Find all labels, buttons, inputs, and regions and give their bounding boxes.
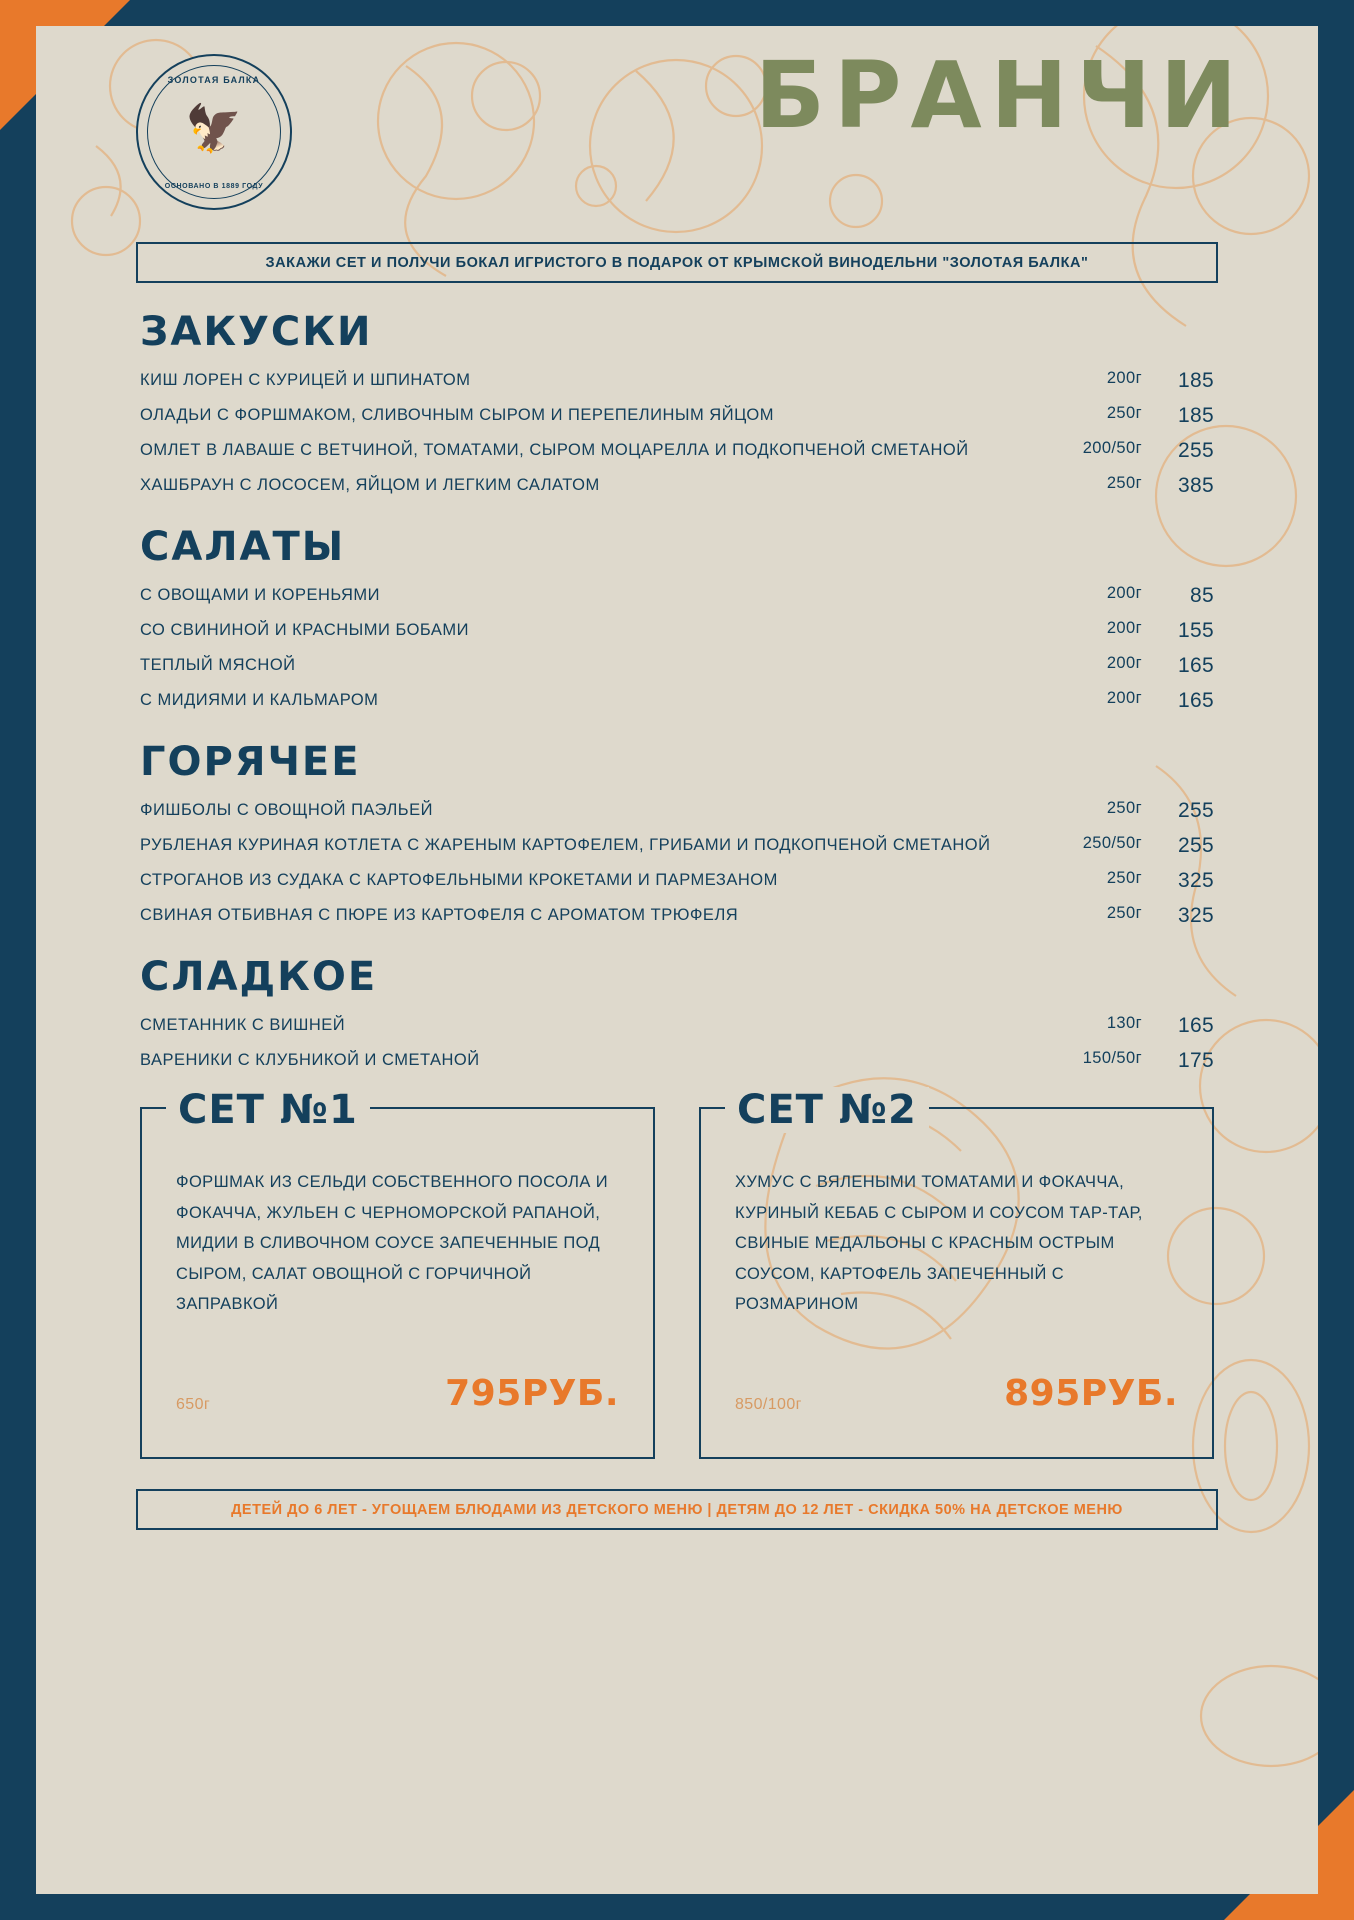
set-footer <box>176 1373 619 1414</box>
menu-row <box>140 689 1214 713</box>
item-weight: 200г <box>1106 689 1142 707</box>
menu-row <box>140 834 1214 858</box>
item-name: СВИНАЯ ОТБИВНАЯ С ПЮРЕ ИЗ КАРТОФЕЛЯ С АРОМАТОМ ТРЮФЕЛЯ <box>140 906 739 924</box>
item-weight: 200г <box>1106 369 1142 387</box>
promo-banner: ЗАКАЖИ СЕТ И ПОЛУЧИ БОКАЛ ИГРИСТОГО В ПОДАРОК ОТ КРЫМСКОЙ ВИНОДЕЛЬНИ "ЗОЛОТАЯ БАЛКА" <box>136 242 1218 283</box>
section-desserts <box>102 954 1252 1073</box>
set-title: СЕТ №1 <box>166 1087 370 1133</box>
item-price: 325 <box>1178 904 1214 927</box>
menu-row <box>140 369 1214 393</box>
item-weight: 250г <box>1106 799 1142 817</box>
item-weight: 130г <box>1106 1014 1142 1032</box>
item-price: 255 <box>1178 834 1214 857</box>
item-price: 165 <box>1178 654 1214 677</box>
item-name: С ОВОЩАМИ И КОРЕНЬЯМИ <box>140 586 381 604</box>
menu-row <box>140 584 1214 608</box>
section-title: ЗАКУСКИ <box>140 309 373 355</box>
item-weight: 200г <box>1106 619 1142 637</box>
section-appetizers <box>102 309 1252 498</box>
item-weight: 200г <box>1106 584 1142 602</box>
item-price: 185 <box>1178 369 1214 392</box>
item-weight: 250г <box>1106 869 1142 887</box>
section-title: СЛАДКОЕ <box>140 954 378 1000</box>
menu-row <box>140 904 1214 928</box>
item-price: 185 <box>1178 404 1214 427</box>
item-price: 255 <box>1178 439 1214 462</box>
item-name: С МИДИЯМИ И КАЛЬМАРОМ <box>140 691 379 709</box>
item-name: ХАШБРАУН С ЛОСОСЕМ, ЯЙЦОМ И ЛЕГКИМ САЛАТОМ <box>140 476 600 494</box>
set-weight: 850/100г <box>735 1396 802 1413</box>
set-description: ФОРШМАК ИЗ СЕЛЬДИ СОБСТВЕННОГО ПОСОЛА И ФОКАЧЧА, ЖУЛЬЕН С ЧЕРНОМОРСКОЙ РАПАНОЙ, МИДИИ В СЛИВОЧНОМ СОУСЕ ЗАПЕЧЕННЫЕ ПОД СЫРОМ, САЛАТ ОВОЩНОЙ С ГОРЧИЧНОЙ ЗАПРАВКОЙ <box>176 1173 609 1314</box>
menu-row <box>140 799 1214 823</box>
item-name: РУБЛЕНАЯ КУРИНАЯ КОТЛЕТА С ЖАРЕНЫМ КАРТОФЕЛЕМ, ГРИБАМИ И ПОДКОПЧЕНОЙ СМЕТАНОЙ <box>140 836 991 854</box>
item-name: СМЕТАННИК С ВИШНЕЙ <box>140 1016 346 1034</box>
set-card-2 <box>699 1087 1214 1459</box>
item-weight: 200/50г <box>1082 439 1142 457</box>
set-footer <box>735 1373 1178 1414</box>
item-name: КИШ ЛОРЕН С КУРИЦЕЙ И ШПИНАТОМ <box>140 371 471 389</box>
item-weight: 250г <box>1106 474 1142 492</box>
menu-row <box>140 1049 1214 1073</box>
brand-logo <box>136 54 292 210</box>
set-description: ХУМУС С ВЯЛЕНЫМИ ТОМАТАМИ И ФОКАЧЧА, КУРИНЫЙ КЕБАБ С СЫРОМ И СОУСОМ ТАР-ТАР, СВИНЫЕ МЕДАЛЬОНЫ С КРАСНЫМ ОСТРЫМ СОУСОМ, КАРТОФЕЛЬ ЗАПЕЧЕННЫЙ С РОЗМАРИНОМ <box>735 1173 1143 1314</box>
item-price: 85 <box>1190 584 1214 607</box>
item-weight: 250г <box>1106 904 1142 922</box>
set-cards <box>102 1087 1252 1459</box>
item-name: ОЛАДЬИ С ФОРШМАКОМ, СЛИВОЧНЫМ СЫРОМ И ПЕРЕПЕЛИНЫМ ЯЙЦОМ <box>140 406 774 424</box>
section-hot-dishes <box>102 739 1252 928</box>
set-price: 795РУБ. <box>445 1373 619 1414</box>
item-weight: 250/50г <box>1082 834 1142 852</box>
item-weight: 250г <box>1106 404 1142 422</box>
menu-row <box>140 619 1214 643</box>
menu-row <box>140 404 1214 428</box>
menu-row <box>140 869 1214 893</box>
item-name: ОМЛЕТ В ЛАВАШЕ С ВЕТЧИНОЙ, ТОМАТАМИ, СЫРОМ МОЦАРЕЛЛА И ПОДКОПЧЕНОЙ СМЕТАНОЙ <box>140 441 969 459</box>
item-weight: 200г <box>1106 654 1142 672</box>
item-name: СО СВИНИНОЙ И КРАСНЫМИ БОБАМИ <box>140 621 469 639</box>
set-weight: 650г <box>176 1396 211 1413</box>
item-name: СТРОГАНОВ ИЗ СУДАКА С КАРТОФЕЛЬНЫМИ КРОКЕТАМИ И ПАРМЕЗАНОМ <box>140 871 778 889</box>
section-title: САЛАТЫ <box>140 524 346 570</box>
item-price: 325 <box>1178 869 1214 892</box>
item-price: 255 <box>1178 799 1214 822</box>
item-name: ФИШБОЛЫ С ОВОЩНОЙ ПАЭЛЬЕЙ <box>140 801 433 819</box>
item-price: 155 <box>1178 619 1214 642</box>
item-price: 385 <box>1178 474 1214 497</box>
menu-row <box>140 439 1214 463</box>
griffin-icon: 🦅 <box>185 102 243 154</box>
item-weight: 150/50г <box>1082 1049 1142 1067</box>
section-title: ГОРЯЧЕЕ <box>140 739 361 785</box>
logo-bottom-text: ОСНОВАНО В 1889 ГОДУ <box>164 183 264 190</box>
menu-row <box>140 474 1214 498</box>
page-title: БРАНЧИ <box>754 42 1246 149</box>
set-card-1 <box>140 1087 655 1459</box>
menu-header <box>102 26 1252 236</box>
section-salads <box>102 524 1252 713</box>
item-price: 165 <box>1178 1014 1214 1037</box>
menu-row <box>140 1014 1214 1038</box>
set-title: СЕТ №2 <box>725 1087 929 1133</box>
item-price: 165 <box>1178 689 1214 712</box>
logo-top-text: ЗОЛОТАЯ БАЛКА <box>167 75 261 85</box>
item-price: 175 <box>1178 1049 1214 1072</box>
menu-row <box>140 654 1214 678</box>
set-price: 895РУБ. <box>1004 1373 1178 1414</box>
kids-offer-note: ДЕТЕЙ ДО 6 ЛЕТ - УГОЩАЕМ БЛЮДАМИ ИЗ ДЕТСКОГО МЕНЮ | ДЕТЯМ ДО 12 ЛЕТ - СКИДКА 50% НА ДЕТСКОЕ МЕНЮ <box>136 1489 1218 1530</box>
item-name: ТЕПЛЫЙ МЯСНОЙ <box>140 656 296 674</box>
item-name: ВАРЕНИКИ С КЛУБНИКОЙ И СМЕТАНОЙ <box>140 1051 480 1069</box>
menu-sheet <box>36 26 1318 1894</box>
